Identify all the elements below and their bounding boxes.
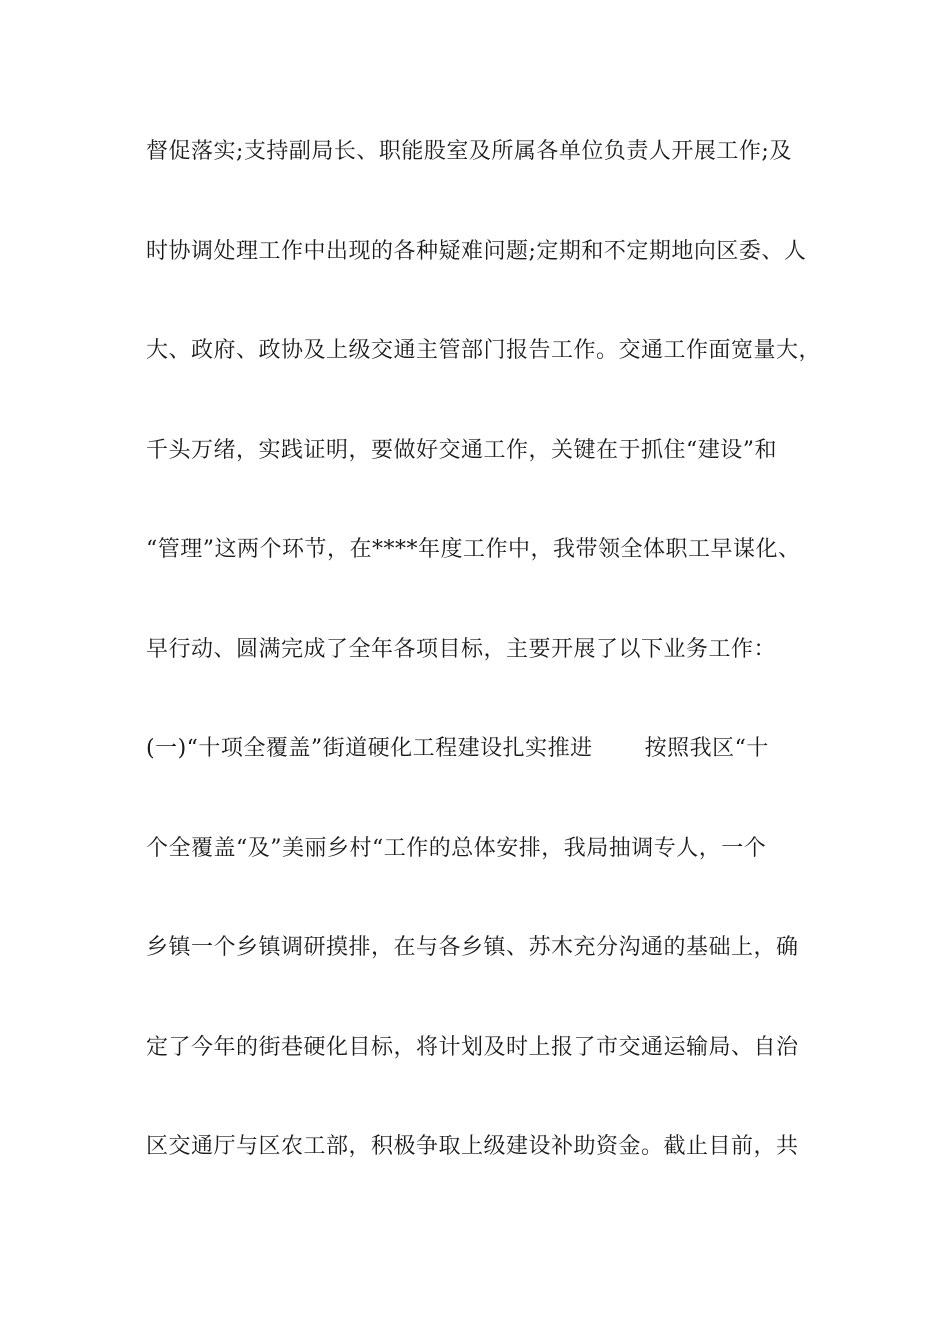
text-line-4: 千头万绪，实践证明，要做好交通工作，关键在于抓住“建设”和 (146, 437, 777, 463)
text-line-10: 定了今年的街巷硬化目标，将计划及时上报了市交通运输局、自治 (146, 1034, 799, 1060)
text-line-2: 时协调处理工作中出现的各种疑难问题;定期和不定期地向区委、人 (146, 238, 807, 264)
text-line-6: 早行动、圆满完成了全年各项目标，主要开展了以下业务工作： (146, 636, 777, 662)
text-line-5: “管理”这两个环节，在****年度工作中，我带领全体职工早谋化、 (146, 537, 801, 562)
text-line-11: 区交通厅与区农工部，积极争取上级建设补助资金。截止目前，共 (146, 1134, 799, 1159)
text-line-1: 督促落实;支持副局长、职能股室及所属各单位负责人开展工作;及 (146, 139, 792, 164)
section-heading: (一)“十项全覆盖”街道硬化工程建设扎实推进 (146, 736, 593, 761)
section-heading-line (146, 725, 806, 825)
text-line-8: 个全覆盖“及”美丽乡村“工作的总体安排，我局抽调专人，一个 (146, 835, 767, 861)
text-line-3: 大、政府、政协及上级交通主管部门报告工作。交通工作面宽量大， (146, 338, 822, 363)
body-text (146, 128, 822, 1223)
section-continuation: 按照我区“十 (644, 736, 769, 761)
text-line-9: 乡镇一个乡镇调研摸排，在与各乡镇、苏木充分沟通的基础上，确 (146, 935, 799, 960)
